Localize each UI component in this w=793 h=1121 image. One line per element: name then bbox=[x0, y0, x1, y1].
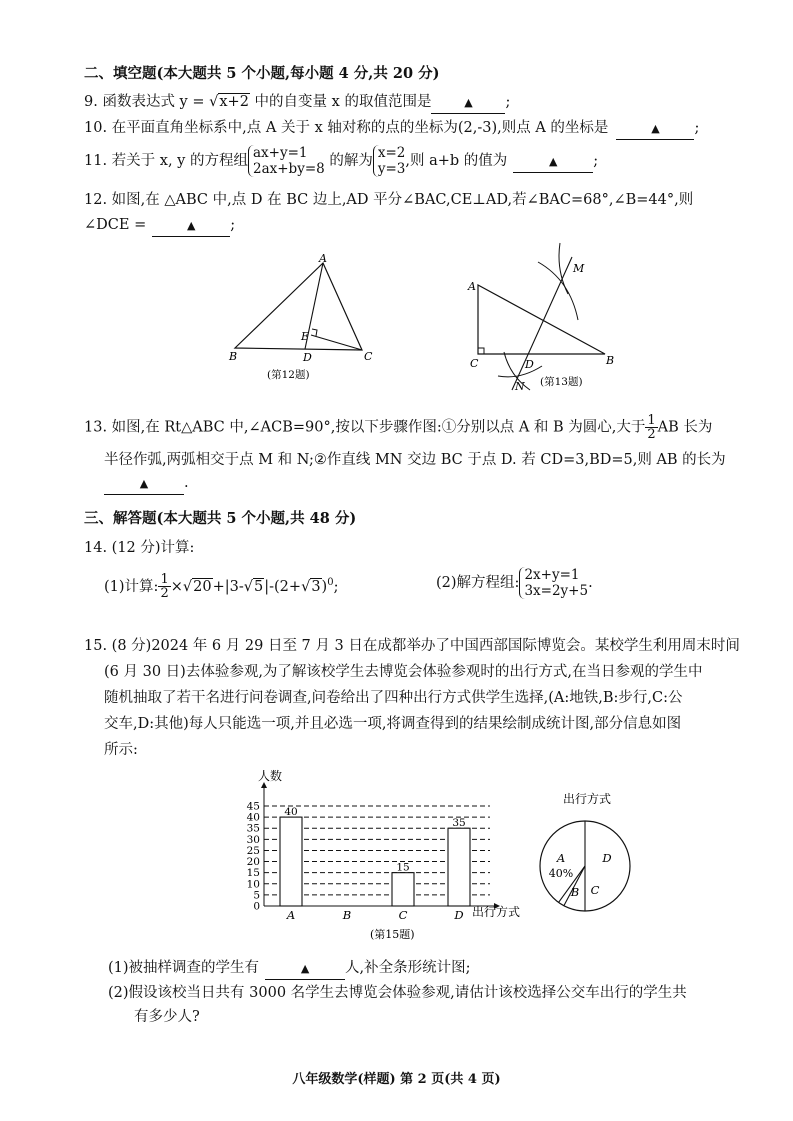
q14-eq2: 3x=2y+5 bbox=[524, 583, 589, 599]
arc-upper-right bbox=[538, 262, 578, 320]
sqrt-symbol: √ bbox=[243, 578, 253, 595]
label-c: C bbox=[470, 357, 479, 370]
question-15-sub1 bbox=[108, 958, 471, 980]
sqrt-symbol: √ bbox=[182, 578, 193, 595]
q14-p1-label: (1)计算: bbox=[104, 578, 159, 595]
q10-text: 10. 在平面直角坐标系中,点 A 关于 x 轴对称的点的坐标为(2,-3),则点 A 的坐标是 bbox=[84, 120, 609, 136]
question-12-line2 bbox=[84, 215, 235, 237]
blank-triangle-icon: ▲ bbox=[651, 122, 660, 135]
section-2-title: 二、填空题(本大题共 5 个小题,每小题 4 分,共 20 分) bbox=[84, 65, 440, 82]
question-10 bbox=[84, 118, 699, 140]
q9-radicand: x+2 bbox=[219, 94, 249, 110]
question-12-line1: 12. 如图,在 △ABC 中,点 D 在 BC 边上,AD 平分∠BAC,CE⊥AD,若∠BAC=68°,∠B=44°,则 bbox=[84, 192, 694, 208]
q9-prefix: 9. 函数表达式 y = bbox=[84, 94, 210, 110]
q14-p2-end: . bbox=[588, 575, 593, 591]
bar-D bbox=[448, 828, 470, 906]
pie-slice-value-A: 40% bbox=[548, 867, 574, 880]
label-c: C bbox=[364, 350, 373, 363]
y-tick-label: 15 bbox=[246, 867, 260, 880]
label-d: D bbox=[525, 358, 534, 371]
q11-prefix: 11. 若关于 x, y 的方程组 bbox=[84, 153, 248, 169]
q14-p1-e: ; bbox=[333, 578, 339, 595]
question-15-line5: 所示: bbox=[104, 742, 138, 758]
bar-chart-figure-15 bbox=[220, 766, 540, 946]
q14-p2-label: (2)解方程组: bbox=[436, 575, 520, 591]
q11-sol2: y=3 bbox=[377, 161, 406, 177]
pie-slice-label-A: A bbox=[556, 851, 566, 865]
q14-rad1: 20 bbox=[193, 578, 212, 595]
x-tick-label-D: D bbox=[454, 908, 464, 922]
y-tick-label: 10 bbox=[246, 878, 260, 891]
q13-frac-denominator: 2 bbox=[647, 427, 656, 442]
q15-sub1-b: 人,补全条形统计图; bbox=[345, 960, 471, 976]
question-15-line2: (6 月 30 日)去体验参观,为了解该校学生去博览会体验参观时的出行方式,在当日参观的学生中 bbox=[104, 664, 703, 680]
bar-chart-xlabel: 出行方式 bbox=[472, 905, 521, 919]
blank-triangle-icon: ▲ bbox=[139, 477, 149, 490]
question-13-line3 bbox=[104, 473, 189, 495]
bar-chart-bars bbox=[280, 806, 470, 906]
q14-p1-d: ) bbox=[321, 578, 328, 595]
y-tick-label: 30 bbox=[246, 833, 260, 846]
section-3-title: 三、解答题(本大题共 5 个小题,共 48 分) bbox=[84, 510, 357, 527]
figure-12 bbox=[225, 250, 385, 385]
q14-frac-numerator: 1 bbox=[160, 572, 169, 588]
q13-answer-blank[interactable] bbox=[104, 473, 184, 495]
question-15-line1: 15. (8 分)2024 年 6 月 29 日至 7 月 3 日在成都举办了中国西部国际博览会。某校学生利用周末时间 bbox=[84, 638, 740, 654]
q12-end: ; bbox=[230, 217, 236, 233]
bar-C bbox=[392, 873, 414, 906]
q14-system bbox=[519, 567, 588, 599]
question-13-line2: 半径作弧,两弧相交于点 M 和 N;②作直线 MN 交边 BC 于点 D. 若 CD=3,BD=5,则 AB 的长为 bbox=[104, 452, 726, 468]
right-angle-mark bbox=[478, 348, 484, 354]
q10-end: ; bbox=[694, 120, 700, 136]
q11-mid: 的解为 bbox=[324, 153, 373, 169]
label-e: E bbox=[301, 330, 310, 343]
y-tick-label: 40 bbox=[246, 811, 260, 824]
label-b: B bbox=[606, 354, 615, 367]
y-tick-label: 45 bbox=[246, 800, 260, 813]
label-d: D bbox=[303, 351, 312, 364]
q11-eq2: 2ax+by=8 bbox=[252, 161, 325, 177]
x-tick-label-C: C bbox=[398, 908, 408, 922]
figure-13-caption: (第13题) bbox=[540, 376, 583, 388]
q9-answer-blank[interactable] bbox=[431, 92, 505, 114]
question-14-part2 bbox=[436, 565, 593, 601]
question-15-sub2-line2: 有多少人? bbox=[134, 1009, 200, 1025]
y-tick-label: 5 bbox=[253, 889, 260, 902]
q11-eq1: ax+y=1 bbox=[252, 145, 308, 161]
triangle-abc bbox=[235, 263, 362, 350]
q11-solution bbox=[373, 145, 406, 177]
q15-sub1-a: (1)被抽样调查的学生有 bbox=[108, 960, 260, 976]
pie-chart-title: 出行方式 bbox=[563, 792, 612, 806]
question-14-part1 bbox=[104, 568, 338, 602]
bar-data-label-D: 35 bbox=[452, 817, 466, 830]
bar-data-label-C: 15 bbox=[396, 861, 410, 874]
q9-sqrt-symbol: √ bbox=[209, 94, 219, 110]
q12-line2: ∠DCE = bbox=[84, 217, 147, 233]
y-tick-label: 20 bbox=[246, 856, 260, 869]
pie-slice-label-D: D bbox=[602, 851, 612, 865]
label-b: B bbox=[229, 350, 238, 363]
q13-line1a: 13. 如图,在 Rt△ABC 中,∠ACB=90°,按以下步骤作图:①分别以点 A 和 B 为圆心,大于 bbox=[84, 419, 646, 436]
q11-system bbox=[248, 145, 325, 177]
label-m: M bbox=[573, 262, 585, 275]
pie-slice-label-B: B bbox=[570, 885, 580, 899]
q10-answer-blank[interactable] bbox=[616, 118, 694, 140]
sqrt-symbol: √ bbox=[301, 578, 311, 595]
q15-sub1-answer-blank[interactable] bbox=[265, 958, 345, 980]
blank-triangle-icon: ▲ bbox=[464, 96, 473, 109]
triangle-abc bbox=[478, 285, 605, 354]
q13-end: . bbox=[184, 475, 189, 491]
question-15-line4: 交车,D:其他)每人只能选一项,并且必选一项,将调查得到的结果绘制成统计图,部分信息如图 bbox=[104, 716, 682, 732]
blank-triangle-icon: ▲ bbox=[300, 962, 310, 975]
q12-answer-blank[interactable] bbox=[152, 215, 230, 237]
q13-frac-numerator: 1 bbox=[647, 413, 656, 428]
figure-13 bbox=[460, 240, 630, 400]
q14-eq1: 2x+y=1 bbox=[524, 567, 580, 583]
x-tick-label-A: A bbox=[286, 908, 296, 922]
figure-12-caption: (第12题) bbox=[267, 369, 310, 381]
q13-fraction bbox=[645, 414, 657, 441]
label-a: A bbox=[319, 252, 327, 265]
pie-slice-label-C: C bbox=[590, 883, 600, 897]
blank-triangle-icon: ▲ bbox=[186, 219, 196, 232]
q9-end: ; bbox=[505, 94, 511, 110]
q13-line1b: AB 长为 bbox=[657, 419, 713, 436]
q14-p1-b: +|3- bbox=[212, 578, 244, 595]
q11-end: ; bbox=[593, 153, 599, 169]
q14-fraction bbox=[158, 573, 170, 600]
page-footer: 八年级数学(样题) 第 2 页(共 4 页) bbox=[292, 1072, 501, 1087]
q14-rad2: 5 bbox=[254, 578, 264, 595]
blank-triangle-icon: ▲ bbox=[549, 155, 558, 168]
bar-chart-ylabel: 人数 bbox=[258, 769, 283, 783]
q11-sol1: x=2 bbox=[377, 145, 406, 161]
question-11 bbox=[84, 142, 598, 180]
q11-suffix: ,则 a+b 的值为 bbox=[405, 153, 508, 169]
y-tick-label: 35 bbox=[246, 822, 260, 835]
y-tick-label: 25 bbox=[246, 844, 260, 857]
question-15-line3: 随机抽取了若干名进行问卷调查,问卷给出了四种出行方式供学生选择,(A:地铁,B:步行,C:公 bbox=[104, 690, 683, 706]
bar-chart-caption: (第15题) bbox=[370, 928, 415, 941]
question-9 bbox=[84, 92, 510, 114]
label-a: A bbox=[468, 280, 476, 293]
q14-frac-denominator: 2 bbox=[160, 586, 169, 602]
label-n: N bbox=[515, 380, 525, 393]
q14-p1-c: |-(2+ bbox=[264, 578, 302, 595]
pie-chart-slices bbox=[540, 821, 630, 911]
q14-exponent: 0 bbox=[327, 577, 334, 588]
segment-ce bbox=[311, 335, 362, 350]
bar-data-label-A: 40 bbox=[284, 806, 298, 819]
pie-chart-travel-mode bbox=[535, 790, 645, 920]
q9-suffix: 中的自变量 x 的取值范围是 bbox=[249, 94, 432, 110]
q11-answer-blank[interactable] bbox=[513, 151, 593, 173]
bar-A bbox=[280, 817, 302, 906]
y-tick-label: 0 bbox=[253, 900, 260, 913]
question-13-line1 bbox=[84, 414, 712, 441]
line-mn bbox=[512, 257, 572, 390]
q14-p1-a: × bbox=[170, 578, 183, 595]
question-14-title: 14. (12 分)计算: bbox=[84, 540, 195, 556]
question-15-sub2-line1: (2)假设该校当日共有 3000 名学生去博览会体验参观,请估计该校选择公交车出行的学生共 bbox=[108, 985, 687, 1001]
x-tick-label-B: B bbox=[342, 908, 352, 922]
q14-rad3: 3 bbox=[311, 578, 321, 595]
